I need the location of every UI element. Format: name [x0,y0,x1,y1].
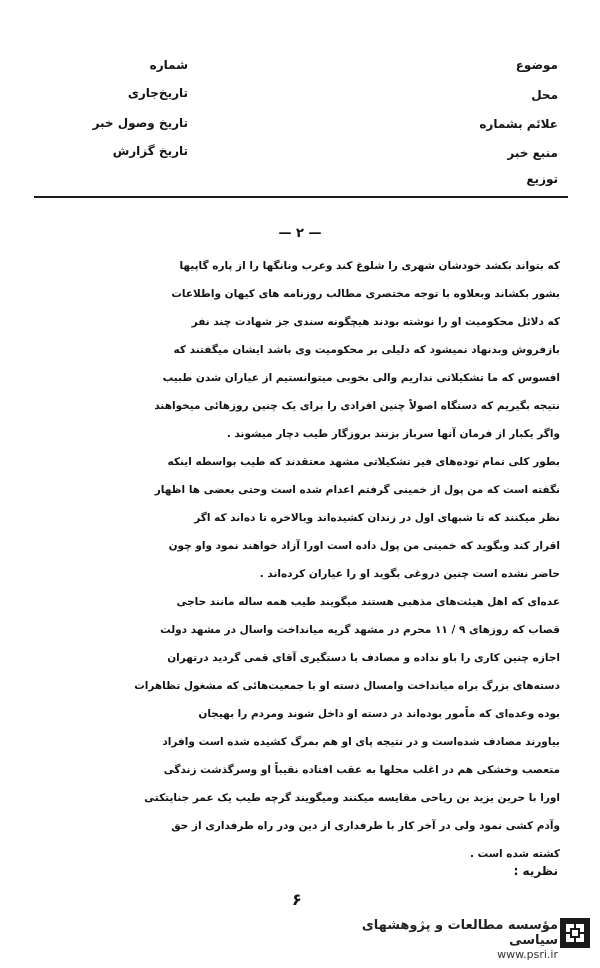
signature-mark: ۶ [292,890,302,909]
body-line: نظر میکنند که تا شبهای اول در زندان کشیده‌اند وبالاخره تا ده‌اند که اگر [194,512,560,524]
header-divider [34,196,568,198]
body-line: بشور بکشاند وبعلاوه با توجه مختصری مطالب روزنامه های کیهان واطلاعات [171,288,560,300]
field-label-source: منبع خبر [507,146,558,160]
body-line: نتیجه بگیریم که دستگاه اصولاً چنین افرادی را برای یک چنین روزهائی میخواهند [154,400,560,412]
field-label-subject: موضوع [515,58,558,72]
body-line: که دلائل محکومیت او را نوشته بودند هیچگونه سندی جز شهادت چند نفر [191,316,560,328]
body-line: کشته شده است . [469,848,560,860]
archive-watermark [318,918,558,961]
body-line: بیاورند مصادف شده‌است و در نتیجه پای او هم بمرگ کشیده شده است وافراد [162,736,560,748]
body-line: واگر یکبار از فرمان آنها سرباز بزنند بروزگار طیب دچار میشوند . [226,428,560,440]
body-line: نگفته است که من پول از خمینی گرفتم اعدام شده است وحتی بعضی ها اظهار [154,484,560,496]
page-number: — ٢ — [278,226,322,241]
body-line: بوده وعده‌ای که ماًمور بوده‌اند در دسته او داخل شوند ومردم را بهیجان [198,708,560,720]
watermark-institute-name: مؤسسه مطالعات و پژوهشهای سیاسی [361,918,558,948]
body-line: وآدم کشی نمود ولی در آخر کار با طرفداری از دین ودر راه طرفداری از حق [171,820,560,832]
body-line: متعصب وخشکی هم در اغلب محلها به عقب افتاده نقیباً او وسرگذشت زندگی [163,764,560,776]
body-line: عده‌ای که اهل هیئت‌های مذهبی هستند میگویند طیب همه ساله مانند حاجی [176,596,560,608]
body-line: اقرار کند وبگوید که خمینی من پول داده است اورا آزاد خواهند نمود واو چون [168,540,560,552]
institute-logo-icon [560,918,590,948]
body-line: حاضر نشده است چنین دروغی بگوید او را عیاران کرده‌اند . [259,568,560,580]
field-label-distribution: توزیع [526,172,558,186]
field-label-reference: علائم بشماره [479,117,558,131]
field-label-current-date: تاریخ‌جاری [127,86,188,100]
body-line: که بتواند بکشد خودشان شهری را شلوغ کند وعرب ونانگها را از پاره گاپیها [179,260,560,272]
body-line: اجازه چنین کاری را باو نداده و مصادف با دستگیری آقای قمی گردید درتهران [167,652,560,664]
document-body [40,252,560,868]
body-line: افسوس که ما تشکیلاتی نداریم والی بخوبی میتوانستیم از عیاران شدن طبیب [162,372,560,384]
body-line: بازفروش وبد‌نهاد نمیشود که دلیلی بر محکومیت وی باشد ایشان میگفتند که [173,344,560,356]
body-line: بطور کلی تمام توده‌های فیر تشکیلاتی مشهد معتقدند که طیب بواسطه اینکه [167,456,560,468]
opinion-label: نظریه : [513,864,558,878]
body-line: اورا با حرین یزید بن ریاحی مقایسه میکنند ومیگویند گرچه طیب یک عمر جنایتکتی [144,792,560,804]
field-label-location: محل [531,88,558,102]
watermark-url: www.psri.ir [497,948,558,961]
body-line: قصاب که روزهای ٩ / ١١ محرم در مشهد گریه میانداخت واسال در مشهد دولت [160,624,560,636]
field-label-report-date: تاریخ گزارش [112,144,188,158]
field-label-number: شماره [149,58,188,72]
body-line: دسته‌های بزرگ براه میانداخت وامسال دسته او با جمعیت‌هائی که مشغول تظاهرات [134,680,560,692]
field-label-receipt-date: تاریخ وصول خبر [92,116,188,130]
